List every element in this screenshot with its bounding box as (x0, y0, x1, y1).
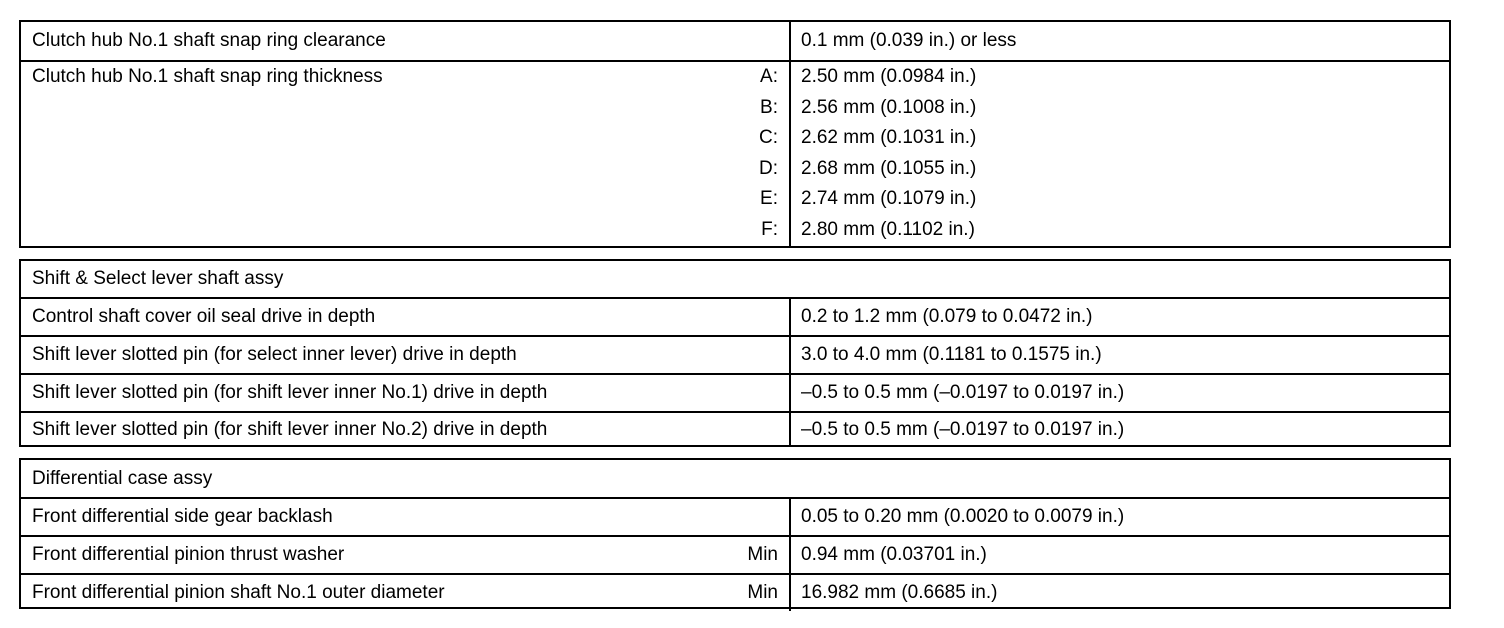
spec-value: 0.2 to 1.2 mm (0.079 to 0.0472 in.) (801, 306, 1093, 327)
section-heading (21, 261, 1449, 297)
spec-label-cell (21, 575, 791, 611)
grade-mark: C: (759, 127, 778, 148)
grade-value: 2.68 mm (0.1055 in.) (801, 157, 977, 179)
spec-label: Shift lever slotted pin (for select inner lever) drive in depth (32, 344, 517, 365)
table-row (21, 411, 1449, 447)
spec-value: 16.982 mm (0.6685 in.) (801, 582, 998, 603)
grade-mark: F: (761, 218, 778, 240)
spec-qualifier: Min (747, 582, 778, 603)
table-row (21, 373, 1449, 411)
section-heading-row (21, 261, 1449, 297)
grade-value: 2.62 mm (0.1031 in.) (801, 127, 977, 148)
spec-label: Front differential pinion shaft No.1 outer diameter (32, 582, 445, 603)
spec-value-cell (791, 499, 1449, 535)
spec-value-cell (791, 537, 1449, 573)
spec-value-cell (791, 413, 1449, 447)
grade-value: 2.50 mm (0.0984 in.) (801, 66, 977, 87)
section-heading-row (21, 460, 1449, 497)
grade-marks (759, 62, 778, 245)
grade-value: 2.56 mm (0.1008 in.) (801, 96, 977, 118)
spec-value: 0.05 to 0.20 mm (0.0020 to 0.0079 in.) (801, 506, 1125, 527)
table-row (21, 535, 1449, 573)
spec-label: Shift lever slotted pin (for shift lever inner No.2) drive in depth (32, 419, 548, 440)
spec-value-cell (791, 337, 1449, 373)
spec-value-cell (791, 575, 1449, 611)
section-heading-text: Differential case assy (32, 467, 213, 489)
table-row (21, 497, 1449, 535)
spec-label: Clutch hub No.1 shaft snap ring thickness (32, 66, 383, 87)
snap-ring-spec-table (19, 20, 1451, 248)
grade-value: 2.74 mm (0.1079 in.) (801, 188, 977, 209)
grade-mark: E: (760, 188, 778, 209)
spec-value: –0.5 to 0.5 mm (–0.0197 to 0.0197 in.) (801, 419, 1125, 440)
table-row (21, 60, 1449, 247)
spec-label: Front differential pinion thrust washer (32, 544, 345, 565)
spec-label-cell (21, 337, 791, 373)
spec-label-cell (21, 375, 791, 411)
spec-label: Clutch hub No.1 shaft snap ring clearance (32, 30, 386, 51)
table-row (21, 573, 1449, 611)
spec-label-cell (21, 537, 791, 573)
spec-label: Shift lever slotted pin (for shift lever inner No.1) drive in depth (32, 382, 548, 403)
grade-mark: B: (760, 96, 778, 118)
spec-label-cell (21, 499, 791, 535)
spec-label-cell (21, 299, 791, 335)
spec-label-cell (21, 413, 791, 447)
differential-spec-table (19, 458, 1451, 609)
grade-value: 2.80 mm (0.1102 in.) (801, 218, 975, 240)
spec-value: 3.0 to 4.0 mm (0.1181 to 0.1575 in.) (801, 344, 1102, 365)
spec-value-cell (791, 299, 1449, 335)
shift-select-spec-table (19, 259, 1451, 447)
spec-value-cell (791, 375, 1449, 411)
spec-value: 0.94 mm (0.03701 in.) (801, 544, 987, 565)
table-row (21, 297, 1449, 335)
spec-value-cell (791, 62, 1449, 247)
spec-label: Front differential side gear backlash (32, 506, 333, 527)
spec-value-cell (791, 22, 1449, 60)
spec-value: –0.5 to 0.5 mm (–0.0197 to 0.0197 in.) (801, 382, 1125, 403)
section-heading (21, 460, 1449, 497)
spec-label-cell (21, 62, 791, 247)
spec-value: 0.1 mm (0.039 in.) or less (801, 30, 1017, 51)
spec-label: Control shaft cover oil seal drive in depth (32, 306, 376, 327)
section-heading-text: Shift & Select lever shaft assy (32, 268, 284, 289)
spec-qualifier: Min (747, 544, 778, 565)
table-row (21, 335, 1449, 373)
table-row (21, 22, 1449, 60)
grade-mark: D: (759, 157, 778, 179)
spec-label-cell (21, 22, 791, 60)
grade-mark: A: (760, 66, 778, 87)
